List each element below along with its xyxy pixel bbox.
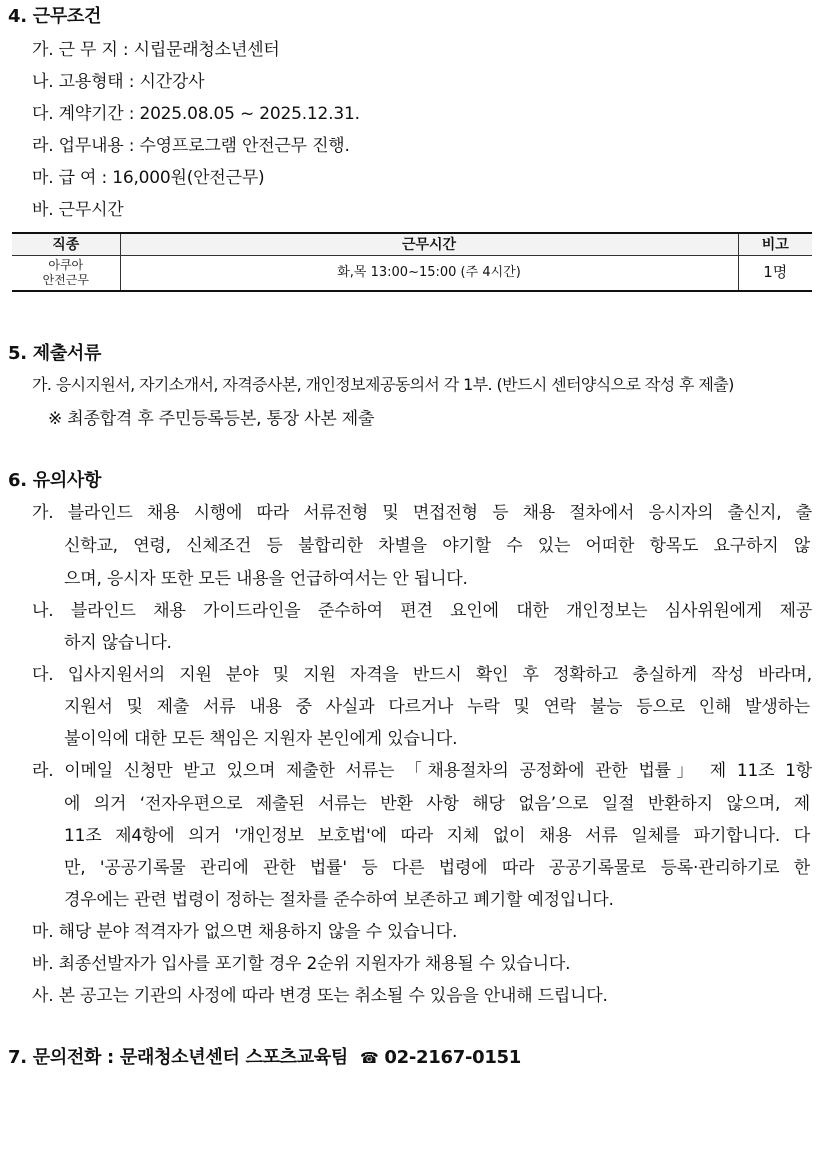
- notice-ga-line3: 으며, 응시자 또한 모든 내용을 언급하여서는 안 됩니다.: [64, 569, 468, 589]
- notice-na-line2: 하지 않습니다.: [64, 633, 172, 653]
- phone-number: 02-2167-0151: [384, 1047, 522, 1068]
- required-documents: 가. 응시지원서, 자기소개서, 자격증사본, 개인정보제공동의서 각 1부. (반드시 센터양식으로 작성 후 제출): [32, 375, 734, 394]
- section-6-heading: 6. 유의사항: [8, 470, 102, 491]
- notice-ra-line3: 11조 제4항에 의거 '개인정보 보호법'에 따라 지체 없이 채용 서류 일체를 파기합니다. 다: [64, 826, 810, 846]
- section-4-heading: 4. 근무조건: [8, 6, 102, 27]
- notice-na-line1: 나. 블라인드 채용 가이드라인을 준수하여 편견 요인에 대한 개인정보는 심사위원에게 제공: [32, 601, 812, 621]
- table-header-row: [12, 233, 812, 255]
- cell-hours: 화,목 13:00~15:00 (주 4시간): [120, 255, 738, 291]
- notice-ma: 마. 해당 분야 적격자가 없으면 채용하지 않을 수 있습니다.: [32, 922, 458, 942]
- cell-job: [12, 255, 120, 291]
- notice-da-line1: 다. 입사지원서의 지원 분야 및 지원 자격을 반드시 확인 후 정확하고 충실하게 작성 바라며,: [32, 665, 812, 685]
- contact-heading: 7. 문의전화 : 문래청소년센터 스포츠교육팀: [8, 1047, 349, 1068]
- notice-ra-line4: 만, '공공기록물 관리에 관한 법률' 등 다른 법령에 따라 공공기록물로 등록·관리하기로 한: [64, 858, 810, 878]
- header-hours: 근무시간: [120, 233, 738, 255]
- notice-ra-line2: 에 의거 ‘전자우편으로 제출된 서류는 반환 사항 해당 없음’으로 일절 반환하지 않으며, 제: [64, 794, 810, 814]
- final-pass-note: ※ 최종합격 후 주민등록등본, 통장 사본 제출: [48, 409, 375, 429]
- work-hours-table: [12, 232, 812, 292]
- notice-sa: 사. 본 공고는 기관의 사정에 따라 변경 또는 취소될 수 있음을 안내해 드립니다.: [32, 986, 608, 1006]
- header-job: 직종: [12, 233, 120, 255]
- salary: 마. 급 여 : 16,000원(안전근무): [32, 168, 265, 188]
- table-row: [12, 255, 812, 291]
- work-hours-label: 바. 근무시간: [32, 200, 124, 220]
- cell-job-line1: 아쿠아: [48, 257, 84, 272]
- notice-da-line2: 지원서 및 제출 서류 내용 중 사실과 다르거나 누락 및 연락 불능 등으로 인해 발생하는: [64, 697, 810, 717]
- job-description: 라. 업무내용 : 수영프로그램 안전근무 진행.: [32, 136, 350, 156]
- section-7-contact: [8, 1043, 521, 1069]
- contract-period: 다. 계약기간 : 2025.08.05 ~ 2025.12.31.: [32, 104, 360, 124]
- section-5-heading: 5. 제출서류: [8, 343, 102, 364]
- notice-da-line3: 불이익에 대한 모든 책임은 지원자 본인에게 있습니다.: [64, 729, 458, 749]
- work-location: 가. 근 무 지 : 시립문래청소년센터: [32, 40, 280, 60]
- employment-type: 나. 고용형태 : 시간강사: [32, 72, 205, 92]
- notice-ga-line2: 신학교, 연령, 신체조건 등 불합리한 차별을 야기할 수 있는 어떠한 항목도 요구하지 않: [64, 536, 810, 556]
- notice-ra-line1: 라. 이메일 신청만 받고 있으며 제출한 서류는 「채용절차의 공정화에 관한 법률」 제 11조 1항: [32, 761, 812, 781]
- cell-job-line2: 안전근무: [42, 272, 89, 287]
- notice-ra-line5: 경우에는 관련 법령이 정하는 절차를 준수하여 보존하고 폐기할 예정입니다.: [64, 890, 614, 910]
- notice-ga-line1: 가. 블라인드 채용 시행에 따라 서류전형 및 면접전형 등 채용 절차에서 응시자의 출신지, 출: [32, 503, 812, 523]
- cell-note: 1명: [738, 255, 812, 291]
- header-note: 비고: [738, 233, 812, 255]
- telephone-icon: ☎: [360, 1049, 379, 1067]
- notice-ba: 바. 최종선발자가 입사를 포기할 경우 2순위 지원자가 채용될 수 있습니다.: [32, 954, 571, 974]
